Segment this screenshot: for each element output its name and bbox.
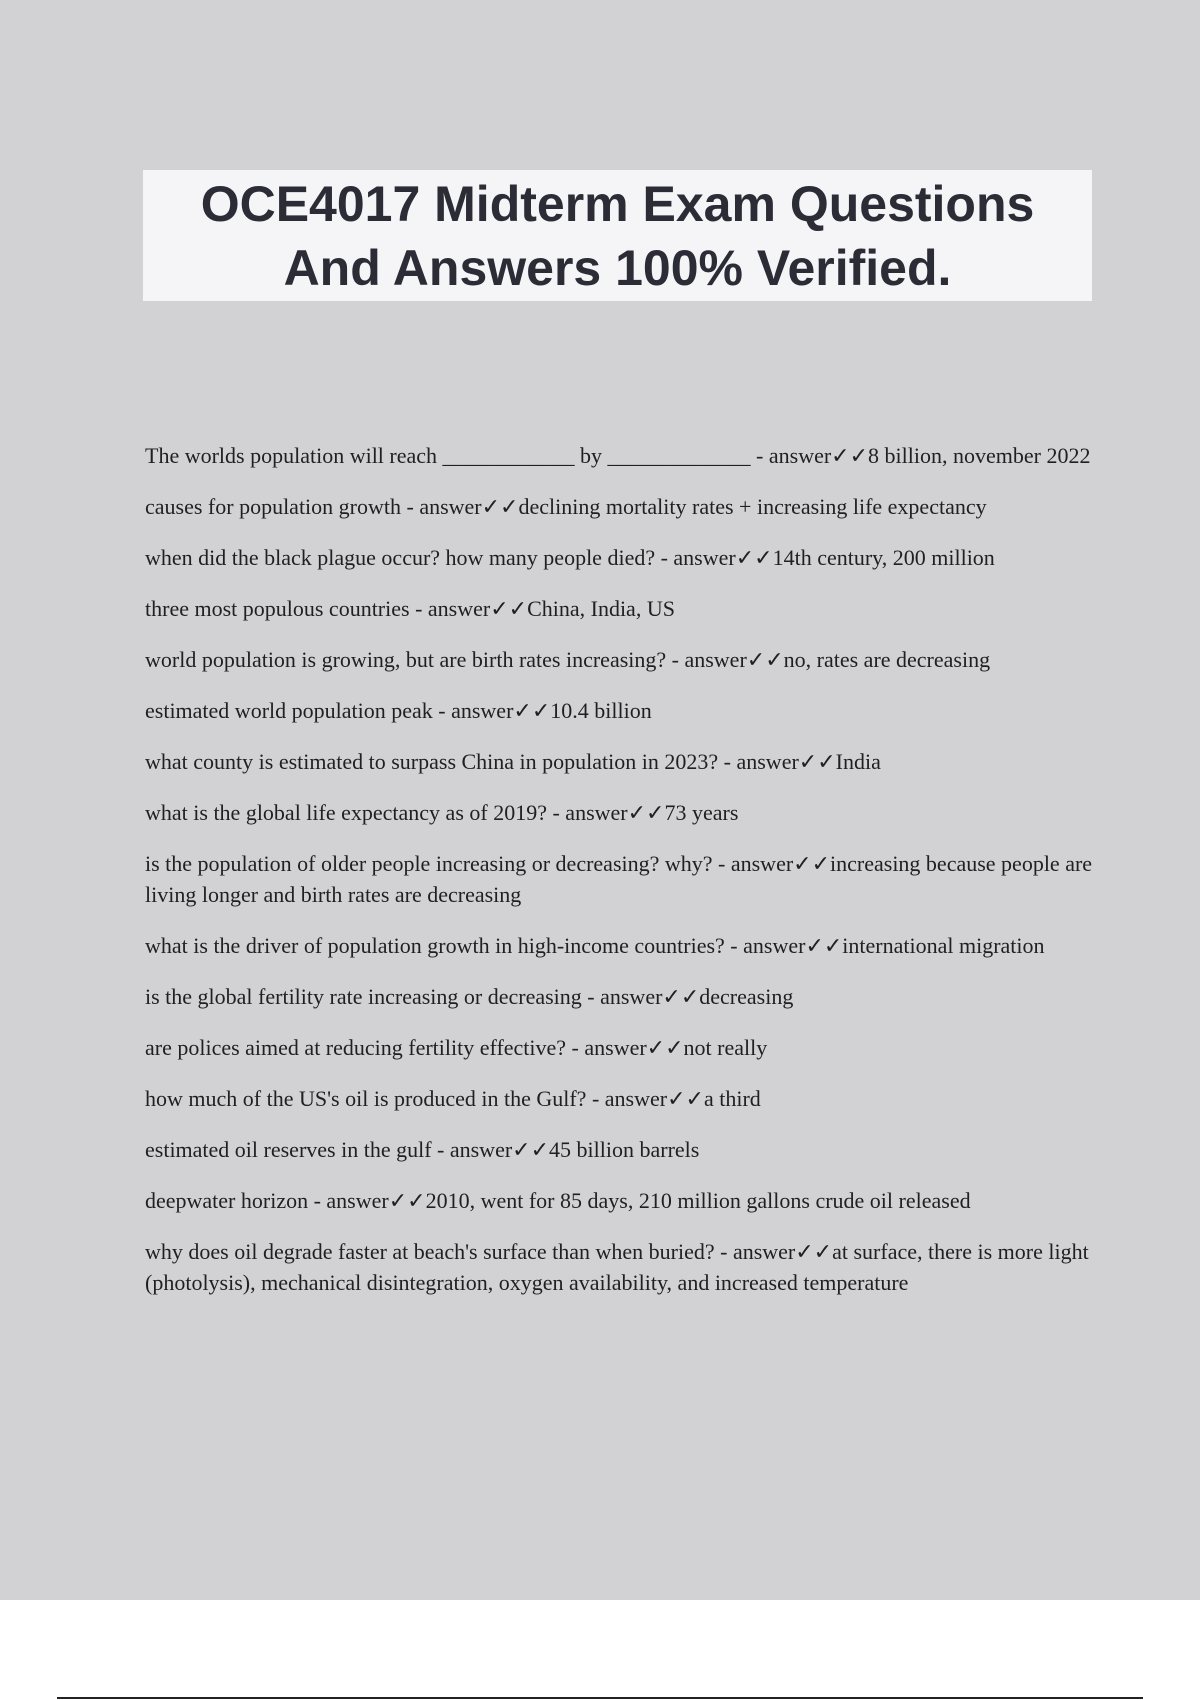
qa-item: why does oil degrade faster at beach's surface than when buried? - answer✓✓at surface, there is more light (photolysis), mechanical disintegration, oxygen availability, and increased temperature — [145, 1239, 1089, 1295]
qa-item: what is the driver of population growth in high-income countries? - answer✓✓international migration — [145, 933, 1045, 958]
qa-item: is the population of older people increasing or decreasing? why? - answer✓✓increasing because people are living longer and birth rates are decreasing — [145, 851, 1093, 907]
qa-item: what county is estimated to surpass China in population in 2023? - answer✓✓India — [145, 749, 881, 774]
qa-item: estimated oil reserves in the gulf - answer✓✓45 billion barrels — [145, 1137, 700, 1162]
qa-item: three most populous countries - answer✓✓China, India, US — [145, 596, 675, 621]
page-title-line-2: And Answers 100% Verified. — [283, 239, 952, 296]
qa-item: The worlds population will reach ____________ by _____________ - answer✓✓8 billion, november 2022 — [145, 443, 1091, 468]
qa-item: estimated world population peak - answer✓✓10.4 billion — [145, 698, 652, 723]
qa-item: causes for population growth - answer✓✓declining mortality rates + increasing life expectancy — [145, 494, 987, 519]
qa-item: what is the global life expectancy as of 2019? - answer✓✓73 years — [145, 800, 739, 825]
qa-item: are polices aimed at reducing fertility effective? - answer✓✓not really — [145, 1035, 768, 1060]
qa-item: deepwater horizon - answer✓✓2010, went for 85 days, 210 million gallons crude oil released — [145, 1188, 971, 1213]
qa-item: how much of the US's oil is produced in the Gulf? - answer✓✓a third — [145, 1086, 761, 1111]
page-title-line-1: OCE4017 Midterm Exam Questions — [200, 175, 1035, 232]
bottom-divider — [57, 1697, 1143, 1699]
question-answer-list — [145, 440, 1095, 1318]
qa-item: is the global fertility rate increasing or decreasing - answer✓✓decreasing — [145, 984, 794, 1009]
title-banner — [143, 170, 1092, 301]
qa-item: world population is growing, but are birth rates increasing? - answer✓✓no, rates are decreasing — [145, 647, 991, 672]
qa-item: when did the black plague occur? how many people died? - answer✓✓14th century, 200 million — [145, 545, 995, 570]
